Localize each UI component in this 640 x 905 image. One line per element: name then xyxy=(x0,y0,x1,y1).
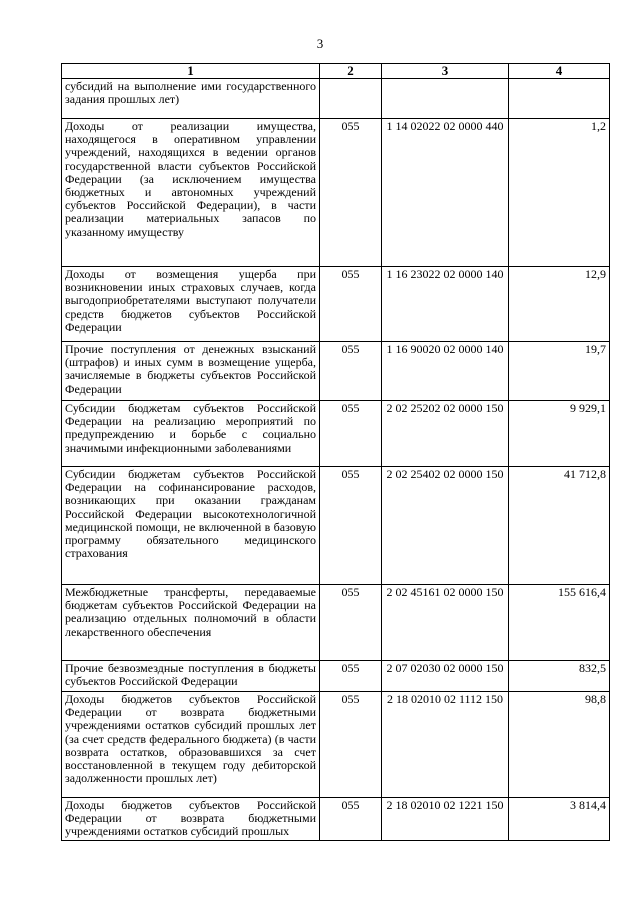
administrator-code: 055 xyxy=(320,661,382,692)
administrator-code: 055 xyxy=(320,467,382,585)
table-row xyxy=(62,585,610,661)
amount: 9 929,1 xyxy=(509,401,610,467)
budget-classification-code xyxy=(382,79,509,119)
revenue-description: Субсидии бюджетам субъектов Российской Федерации на реализацию мероприятий по предупреждению и борьбе с социально значимыми инфекционными заболеваниями xyxy=(62,401,320,467)
administrator-code: 055 xyxy=(320,119,382,267)
administrator-code: 055 xyxy=(320,585,382,661)
table-row xyxy=(62,342,610,401)
revenue-description: Доходы бюджетов субъектов Российской Федерации от возврата бюджетными учреждениями остатков субсидий прошлых xyxy=(62,798,320,841)
revenue-description: Доходы от возмещения ущерба при возникновении иных страховых случаев, когда выгодоприобретателями выступают получатели средств бюджетов субъектов Российской Федерации xyxy=(62,267,320,342)
header-col-2: 2 xyxy=(320,64,382,79)
budget-classification-code: 1 16 90020 02 0000 140 xyxy=(382,342,509,401)
administrator-code: 055 xyxy=(320,267,382,342)
table-row xyxy=(62,692,610,798)
table-row xyxy=(62,467,610,585)
table-row xyxy=(62,267,610,342)
revenue-description: субсидий на выполнение ими государственного задания прошлых лет) xyxy=(62,79,320,119)
header-col-3: 3 xyxy=(382,64,509,79)
budget-classification-code: 1 16 23022 02 0000 140 xyxy=(382,267,509,342)
budget-classification-code: 2 02 25402 02 0000 150 xyxy=(382,467,509,585)
administrator-code xyxy=(320,79,382,119)
revenue-description: Прочие безвозмездные поступления в бюджеты субъектов Российской Федерации xyxy=(62,661,320,692)
table-header-row xyxy=(62,64,610,79)
administrator-code: 055 xyxy=(320,692,382,798)
budget-classification-code: 2 18 02010 02 1112 150 xyxy=(382,692,509,798)
amount: 1,2 xyxy=(509,119,610,267)
table-row xyxy=(62,119,610,267)
header-col-1: 1 xyxy=(62,64,320,79)
budget-classification-code: 2 02 45161 02 0000 150 xyxy=(382,585,509,661)
revenue-description: Межбюджетные трансферты, передаваемые бюджетам субъектов Российской Федерации на реализацию отдельных полномочий в области лекарственного обеспечения xyxy=(62,585,320,661)
budget-classification-code: 2 18 02010 02 1221 150 xyxy=(382,798,509,841)
amount: 98,8 xyxy=(509,692,610,798)
table-row xyxy=(62,401,610,467)
administrator-code: 055 xyxy=(320,342,382,401)
amount xyxy=(509,79,610,119)
page-number: 3 xyxy=(316,36,324,51)
amount: 19,7 xyxy=(509,342,610,401)
revenue-description: Доходы бюджетов субъектов Российской Федерации от возврата бюджетными учреждениями остатков субсидий прошлых лет (за счет средств федерального бюджета) (в части возврата остатков, образовавшихся за счет восстановленной в текущем году дебиторской задолженности прошлых лет) xyxy=(62,692,320,798)
revenue-description: Доходы от реализации имущества, находящегося в оперативном управлении учреждений, находящихся в ведении органов государственной власти субъектов Российской Федерации (за исключением имущества бюджетных и автономных учреждений субъектов Российской Федерации), в части реализации материальных запасов по указанному имуществу xyxy=(62,119,320,267)
table-row xyxy=(62,661,610,692)
budget-classification-code: 1 14 02022 02 0000 440 xyxy=(382,119,509,267)
table-row xyxy=(62,79,610,119)
administrator-code: 055 xyxy=(320,798,382,841)
revenue-description: Прочие поступления от денежных взысканий (штрафов) и иных сумм в возмещение ущерба, зачисляемые в бюджеты субъектов Российской Федерации xyxy=(62,342,320,401)
amount: 41 712,8 xyxy=(509,467,610,585)
amount: 3 814,4 xyxy=(509,798,610,841)
amount: 832,5 xyxy=(509,661,610,692)
budget-revenue-table xyxy=(61,63,610,841)
amount: 12,9 xyxy=(509,267,610,342)
budget-classification-code: 2 07 02030 02 0000 150 xyxy=(382,661,509,692)
revenue-description: Субсидии бюджетам субъектов Российской Федерации на софинансирование расходов, возникающих при оказании гражданам Российской Федерации высокотехнологичной медицинской помощи, не включенной в базовую программу обязательного медицинского страхования xyxy=(62,467,320,585)
administrator-code: 055 xyxy=(320,401,382,467)
header-col-4: 4 xyxy=(509,64,610,79)
budget-classification-code: 2 02 25202 02 0000 150 xyxy=(382,401,509,467)
amount: 155 616,4 xyxy=(509,585,610,661)
table-row xyxy=(62,798,610,841)
